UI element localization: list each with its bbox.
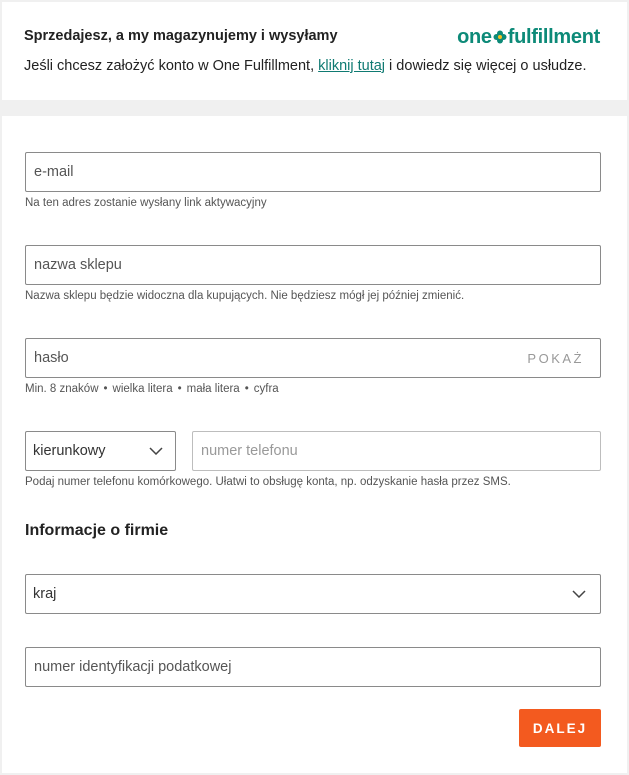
click-here-link[interactable]: kliknij tutaj <box>318 58 386 74</box>
shop-name-field[interactable] <box>25 245 601 285</box>
password-input[interactable] <box>26 339 600 377</box>
rule-separator: • <box>244 383 249 395</box>
banner-text-before: Jeśli chcesz założyć konto w One Fulfillment, <box>24 58 319 74</box>
registration-form <box>2 116 627 773</box>
password-rule: mała litera <box>186 383 240 395</box>
country-code-select[interactable] <box>25 431 176 471</box>
banner-title: Sprzedajesz, a my magazynujemy i wysyłamy <box>24 28 338 44</box>
logo-flower-icon <box>493 30 507 44</box>
password-rule: Min. 8 znaków <box>25 383 99 395</box>
phone-number-field[interactable] <box>192 431 601 471</box>
rule-separator: • <box>103 383 108 395</box>
password-field[interactable] <box>25 338 601 378</box>
email-input[interactable] <box>26 153 600 191</box>
tax-id-input[interactable] <box>26 648 600 686</box>
phone-hint: Podaj numer telefonu komórkowego. Ułatwi to obsługę konta, np. odzyskanie hasła przez SMS. <box>25 476 511 488</box>
country-label: kraj <box>33 586 57 602</box>
password-rule: wielka litera <box>112 383 173 395</box>
phone-number-input[interactable] <box>193 432 600 470</box>
chevron-down-icon <box>149 447 163 455</box>
password-rules <box>25 383 279 395</box>
next-button[interactable]: DALEJ <box>519 709 601 747</box>
info-banner <box>2 2 627 100</box>
shop-name-input[interactable] <box>26 246 600 284</box>
tax-id-field[interactable] <box>25 647 601 687</box>
company-info-heading: Informacje o firmie <box>25 522 169 539</box>
banner-text <box>24 58 587 74</box>
password-rule: cyfra <box>253 383 279 395</box>
rule-separator: • <box>177 383 182 395</box>
shop-name-hint: Nazwa sklepu będzie widoczna dla kupujących. Nie będziesz mógł jej później zmienić. <box>25 290 465 302</box>
country-code-label: kierunkowy <box>33 443 106 459</box>
logo-text-fulfillment: fulfillment <box>507 25 600 48</box>
one-fulfillment-logo <box>457 24 600 50</box>
chevron-down-icon <box>572 590 586 598</box>
email-field[interactable] <box>25 152 601 192</box>
email-hint: Na ten adres zostanie wysłany link aktywacyjny <box>25 197 267 209</box>
show-password-button[interactable]: POKAŻ <box>527 350 584 366</box>
banner-text-after: i dowiedz się więcej o usłudze. <box>385 58 587 74</box>
logo-text-one: one <box>457 25 492 48</box>
country-select[interactable] <box>25 574 601 614</box>
